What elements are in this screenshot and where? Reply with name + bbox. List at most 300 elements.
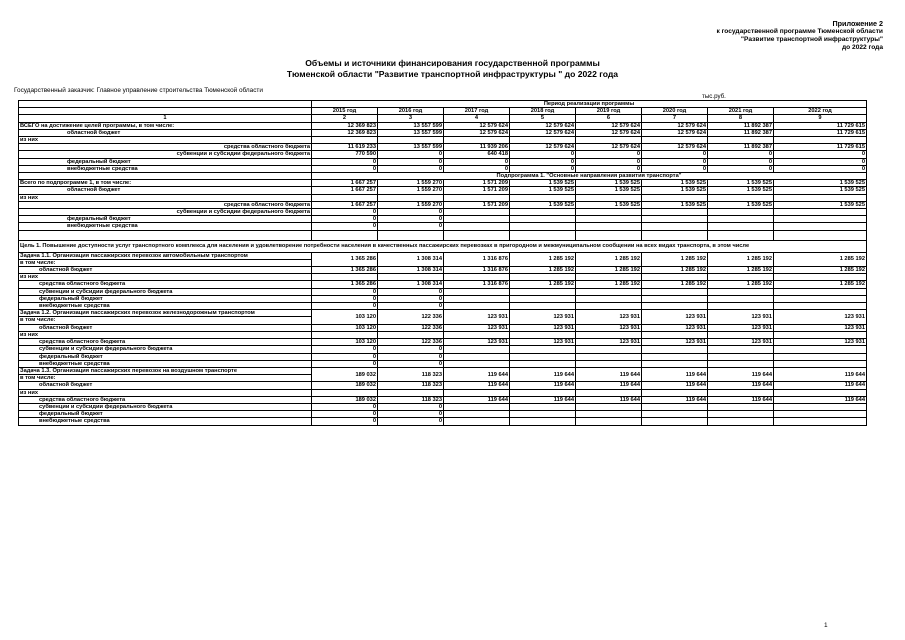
value-cell: 11 729 615	[774, 144, 867, 151]
value-cell: 119 644	[510, 396, 576, 403]
task-subtitle: в том числе:	[19, 259, 312, 266]
row-label: средства областного бюджета	[19, 144, 312, 151]
value-cell: 0	[378, 165, 444, 172]
value-cell: 0	[378, 360, 444, 367]
row-label: внебюджетные средства	[19, 165, 312, 172]
value-cell: 1 316 876	[444, 281, 510, 288]
value-cell	[576, 418, 642, 425]
value-cell: 0	[312, 303, 378, 310]
value-cell: 11 892 387	[708, 144, 774, 151]
table-row	[19, 353, 867, 360]
table-row	[19, 396, 867, 403]
row-label: средства областного бюджета	[19, 201, 312, 208]
value-cell: 0	[708, 165, 774, 172]
value-cell: 123 931	[642, 324, 708, 331]
value-cell	[642, 295, 708, 302]
value-cell: 1 285 192	[576, 267, 642, 274]
table-row	[19, 411, 867, 418]
value-cell: 119 644	[774, 396, 867, 403]
value-cell	[312, 274, 378, 281]
value-cell: 1 539 525	[510, 201, 576, 208]
value-cell: 0	[378, 353, 444, 360]
year-header: 2022 год	[774, 108, 867, 115]
table-row	[19, 158, 867, 165]
subprogram-header: Подпрограмма 1. "Основные направления развития транспорта"	[312, 173, 867, 180]
value-cell: 1 308 314	[378, 252, 444, 266]
value-cell: 0	[774, 158, 867, 165]
value-cell	[444, 418, 510, 425]
value-cell: 0	[576, 158, 642, 165]
value-cell: 1 667 257	[312, 187, 378, 194]
value-cell: 119 644	[642, 382, 708, 389]
value-cell: 11 729 615	[774, 122, 867, 129]
value-cell: 11 939 206	[444, 144, 510, 151]
value-cell: 0	[444, 165, 510, 172]
value-cell: 1 539 525	[576, 187, 642, 194]
appendix-line: "Развитие транспортной инфраструктуры"	[740, 36, 883, 43]
row-label: средства областного бюджета	[19, 339, 312, 346]
value-cell: 0	[312, 346, 378, 353]
value-cell: 1 571 209	[444, 180, 510, 187]
table-row	[19, 346, 867, 353]
value-cell: 1 285 192	[510, 281, 576, 288]
value-cell: 123 931	[774, 310, 867, 324]
value-cell: 0	[378, 403, 444, 410]
value-cell	[774, 418, 867, 425]
value-cell	[708, 411, 774, 418]
value-cell	[774, 331, 867, 338]
value-cell	[576, 137, 642, 144]
table-row	[19, 122, 867, 129]
value-cell	[576, 353, 642, 360]
value-cell: 103 120	[312, 324, 378, 331]
value-cell	[708, 209, 774, 216]
value-cell: 123 931	[576, 339, 642, 346]
value-cell: 123 931	[708, 339, 774, 346]
value-cell	[708, 274, 774, 281]
value-cell: 119 644	[576, 396, 642, 403]
value-cell: 0	[510, 158, 576, 165]
value-cell: 123 931	[774, 324, 867, 331]
value-cell: 1 559 270	[378, 187, 444, 194]
value-cell: 119 644	[444, 367, 510, 381]
table-row	[19, 108, 867, 115]
value-cell	[708, 295, 774, 302]
table-row	[19, 295, 867, 302]
value-cell	[510, 194, 576, 201]
value-cell	[510, 137, 576, 144]
value-cell: 1 285 192	[708, 281, 774, 288]
row-label: областной бюджет	[19, 129, 312, 136]
value-cell	[510, 353, 576, 360]
value-cell	[642, 331, 708, 338]
table-row	[19, 367, 867, 374]
row-label: федеральный бюджет	[19, 353, 312, 360]
value-cell	[444, 137, 510, 144]
row-label: субвенции и субсидии федерального бюджета	[19, 209, 312, 216]
table-row	[19, 101, 867, 108]
table-row	[19, 403, 867, 410]
year-header: 2020 год	[642, 108, 708, 115]
row-label: областной бюджет	[19, 187, 312, 194]
appendix-line: Приложение 2	[832, 19, 883, 28]
value-cell: 122 336	[378, 339, 444, 346]
value-cell	[378, 137, 444, 144]
value-cell: 12 579 624	[444, 122, 510, 129]
value-cell	[576, 288, 642, 295]
value-cell: 122 336	[378, 310, 444, 324]
value-cell: 1 539 525	[510, 180, 576, 187]
column-number: 1	[19, 115, 312, 122]
value-cell	[774, 223, 867, 230]
column-number: 3	[378, 115, 444, 122]
value-cell: 1 365 286	[312, 281, 378, 288]
value-cell	[774, 346, 867, 353]
row-label: средства областного бюджета	[19, 281, 312, 288]
value-cell: 1 285 192	[774, 281, 867, 288]
value-cell: 0	[378, 295, 444, 302]
value-cell	[576, 411, 642, 418]
value-cell	[774, 288, 867, 295]
value-cell: 13 557 599	[378, 129, 444, 136]
value-cell: 0	[378, 411, 444, 418]
value-cell: 123 931	[444, 339, 510, 346]
row-label: федеральный бюджет	[19, 158, 312, 165]
value-cell: 118 323	[378, 367, 444, 381]
value-cell: 1 285 192	[642, 267, 708, 274]
value-cell: 0	[312, 158, 378, 165]
table-row	[19, 201, 867, 208]
value-cell	[576, 303, 642, 310]
value-cell: 119 644	[576, 382, 642, 389]
value-cell	[774, 194, 867, 201]
value-cell: 1 571 209	[444, 201, 510, 208]
value-cell: 12 579 624	[576, 129, 642, 136]
value-cell	[708, 360, 774, 367]
value-cell: 0	[312, 216, 378, 223]
value-cell: 0	[312, 288, 378, 295]
value-cell	[576, 209, 642, 216]
value-cell	[312, 137, 378, 144]
table-row	[19, 115, 867, 122]
table-row	[19, 180, 867, 187]
column-number: 5	[510, 115, 576, 122]
value-cell: 1 539 525	[774, 187, 867, 194]
value-cell	[378, 274, 444, 281]
row-label: субвенции и субсидии федерального бюджета	[19, 346, 312, 353]
value-cell	[312, 194, 378, 201]
row-label: Всего по подпрограмме 1, в том числе:	[19, 180, 312, 187]
value-cell: 0	[708, 151, 774, 158]
value-cell	[510, 274, 576, 281]
value-cell: 0	[312, 295, 378, 302]
value-cell: 1 285 192	[708, 267, 774, 274]
value-cell: 1 539 525	[576, 201, 642, 208]
value-cell: 119 644	[576, 367, 642, 381]
value-cell	[576, 389, 642, 396]
value-cell: 12 579 624	[510, 129, 576, 136]
table-row	[19, 129, 867, 136]
value-cell: 0	[642, 165, 708, 172]
value-cell	[774, 411, 867, 418]
value-cell: 0	[312, 353, 378, 360]
value-cell	[642, 274, 708, 281]
value-cell	[774, 403, 867, 410]
table-row	[19, 230, 867, 240]
row-label: областной бюджет	[19, 382, 312, 389]
value-cell: 0	[378, 223, 444, 230]
task-title: Задача 1.3. Организация пассажирских перевозок на воздушном транспорте	[19, 367, 312, 374]
value-cell	[510, 331, 576, 338]
value-cell	[774, 209, 867, 216]
row-label: внебюджетные средства	[19, 303, 312, 310]
document-title	[0, 58, 905, 80]
row-label: из них	[19, 137, 312, 144]
value-cell	[774, 137, 867, 144]
table-row	[19, 360, 867, 367]
value-cell	[510, 303, 576, 310]
value-cell	[576, 223, 642, 230]
value-cell	[774, 274, 867, 281]
table-row	[19, 331, 867, 338]
table-row	[19, 137, 867, 144]
value-cell: 0	[312, 209, 378, 216]
value-cell: 189 032	[312, 396, 378, 403]
empty-cell	[510, 230, 576, 240]
table-row	[19, 274, 867, 281]
column-number: 2	[312, 115, 378, 122]
value-cell	[708, 331, 774, 338]
value-cell	[708, 303, 774, 310]
value-cell	[774, 360, 867, 367]
value-cell: 11 619 233	[312, 144, 378, 151]
value-cell: 0	[312, 418, 378, 425]
value-cell: 103 120	[312, 339, 378, 346]
appendix-line: до 2022 года	[842, 44, 883, 51]
column-number: 8	[708, 115, 774, 122]
value-cell: 0	[312, 360, 378, 367]
value-cell: 1 539 525	[510, 187, 576, 194]
column-number: 9	[774, 115, 867, 122]
value-cell	[576, 295, 642, 302]
header-empty-cell	[19, 101, 312, 108]
row-label: субвенции и субсидии федерального бюджета	[19, 151, 312, 158]
table-row	[19, 303, 867, 310]
value-cell: 13 557 599	[378, 122, 444, 129]
value-cell: 123 931	[510, 310, 576, 324]
value-cell: 13 557 599	[378, 144, 444, 151]
value-cell: 0	[312, 411, 378, 418]
empty-cell	[444, 230, 510, 240]
value-cell	[642, 194, 708, 201]
table-row	[19, 389, 867, 396]
value-cell: 12 579 624	[642, 144, 708, 151]
value-cell: 123 931	[444, 324, 510, 331]
value-cell	[642, 389, 708, 396]
value-cell: 1 571 209	[444, 187, 510, 194]
value-cell: 0	[510, 151, 576, 158]
value-cell	[444, 223, 510, 230]
table-row	[19, 310, 867, 317]
column-number: 6	[576, 115, 642, 122]
value-cell	[510, 216, 576, 223]
value-cell: 119 644	[774, 367, 867, 381]
table-body	[19, 101, 867, 426]
task-subtitle: в том числе:	[19, 317, 312, 324]
row-label: из них	[19, 331, 312, 338]
value-cell	[444, 274, 510, 281]
value-cell	[642, 360, 708, 367]
title-line: Тюменской области "Развитие транспортной инфраструктуры " до 2022 года	[286, 69, 619, 79]
year-header: 2015 год	[312, 108, 378, 115]
value-cell: 12 369 823	[312, 129, 378, 136]
value-cell: 12 579 624	[576, 122, 642, 129]
value-cell: 1 559 270	[378, 180, 444, 187]
value-cell	[642, 137, 708, 144]
row-label: федеральный бюджет	[19, 216, 312, 223]
value-cell: 1 539 525	[576, 180, 642, 187]
value-cell: 12 579 624	[642, 122, 708, 129]
row-label: федеральный бюджет	[19, 411, 312, 418]
value-cell: 0	[774, 165, 867, 172]
value-cell	[510, 209, 576, 216]
task-subtitle: в том числе:	[19, 375, 312, 382]
value-cell: 1 285 192	[708, 252, 774, 266]
table-row	[19, 144, 867, 151]
value-cell: 0	[312, 165, 378, 172]
value-cell	[510, 403, 576, 410]
appendix-line: к государственной программе Тюменской области	[716, 28, 883, 35]
value-cell: 123 931	[510, 324, 576, 331]
value-cell: 119 644	[642, 367, 708, 381]
value-cell	[378, 331, 444, 338]
value-cell	[708, 137, 774, 144]
value-cell: 119 644	[444, 382, 510, 389]
table-row	[19, 223, 867, 230]
value-cell: 119 644	[510, 367, 576, 381]
value-cell	[708, 418, 774, 425]
value-cell	[774, 295, 867, 302]
value-cell: 0	[576, 151, 642, 158]
value-cell	[510, 288, 576, 295]
value-cell	[510, 295, 576, 302]
year-header: 2019 год	[576, 108, 642, 115]
value-cell: 1 539 525	[708, 201, 774, 208]
value-cell	[444, 403, 510, 410]
empty-cell	[19, 230, 312, 240]
value-cell	[576, 346, 642, 353]
value-cell: 119 644	[708, 367, 774, 381]
value-cell	[642, 411, 708, 418]
table-row	[19, 173, 867, 180]
value-cell	[576, 194, 642, 201]
value-cell: 1 316 876	[444, 267, 510, 274]
value-cell: 0	[378, 209, 444, 216]
period-header: Период реализации программы	[312, 101, 867, 108]
value-cell: 119 644	[510, 382, 576, 389]
value-cell: 1 365 286	[312, 252, 378, 266]
value-cell: 1 308 314	[378, 267, 444, 274]
table-row	[19, 209, 867, 216]
value-cell: 1 316 876	[444, 252, 510, 266]
value-cell	[510, 223, 576, 230]
value-cell: 1 308 314	[378, 281, 444, 288]
value-cell: 0	[444, 158, 510, 165]
year-header: 2017 год	[444, 108, 510, 115]
value-cell	[312, 331, 378, 338]
value-cell: 119 644	[708, 396, 774, 403]
value-cell	[312, 389, 378, 396]
value-cell: 1 559 270	[378, 201, 444, 208]
row-label: субвенции и субсидии федерального бюджета	[19, 288, 312, 295]
value-cell	[444, 389, 510, 396]
table-row	[19, 324, 867, 331]
row-label: федеральный бюджет	[19, 295, 312, 302]
empty-cell	[312, 230, 378, 240]
value-cell: 0	[576, 165, 642, 172]
value-cell	[642, 209, 708, 216]
value-cell: 11 892 387	[708, 122, 774, 129]
value-cell: 119 644	[774, 382, 867, 389]
value-cell: 1 285 192	[642, 252, 708, 266]
value-cell	[642, 216, 708, 223]
value-cell	[444, 194, 510, 201]
value-cell: 1 539 525	[708, 187, 774, 194]
header-empty-cell	[19, 173, 312, 180]
value-cell	[642, 223, 708, 230]
value-cell: 12 369 823	[312, 122, 378, 129]
empty-cell	[774, 230, 867, 240]
value-cell	[774, 303, 867, 310]
value-cell: 0	[378, 303, 444, 310]
value-cell: 12 579 624	[510, 144, 576, 151]
empty-cell	[642, 230, 708, 240]
value-cell: 0	[642, 158, 708, 165]
row-label: субвенции и субсидии федерального бюджета	[19, 403, 312, 410]
value-cell: 0	[510, 165, 576, 172]
value-cell	[708, 194, 774, 201]
row-label: из них	[19, 389, 312, 396]
row-label: областной бюджет	[19, 324, 312, 331]
value-cell: 0	[378, 418, 444, 425]
year-header: 2016 год	[378, 108, 444, 115]
header-empty-cell	[19, 108, 312, 115]
value-cell	[444, 209, 510, 216]
value-cell: 1 285 192	[774, 252, 867, 266]
table-row	[19, 187, 867, 194]
value-cell: 189 032	[312, 382, 378, 389]
table-row	[19, 288, 867, 295]
value-cell: 0	[708, 158, 774, 165]
value-cell: 123 931	[708, 324, 774, 331]
task-title: Задача 1.2. Организация пассажирских перевозок железнодорожным транспортом	[19, 310, 312, 317]
table-row	[19, 382, 867, 389]
value-cell: 0	[642, 151, 708, 158]
value-cell: 119 644	[642, 396, 708, 403]
value-cell: 118 323	[378, 382, 444, 389]
value-cell	[444, 353, 510, 360]
row-label: внебюджетные средства	[19, 418, 312, 425]
financing-table	[18, 100, 867, 426]
value-cell: 0	[378, 216, 444, 223]
value-cell	[444, 288, 510, 295]
value-cell: 103 120	[312, 310, 378, 324]
value-cell: 123 931	[708, 310, 774, 324]
value-cell: 119 644	[708, 382, 774, 389]
value-cell	[576, 360, 642, 367]
value-cell: 123 931	[642, 339, 708, 346]
value-cell	[444, 216, 510, 223]
